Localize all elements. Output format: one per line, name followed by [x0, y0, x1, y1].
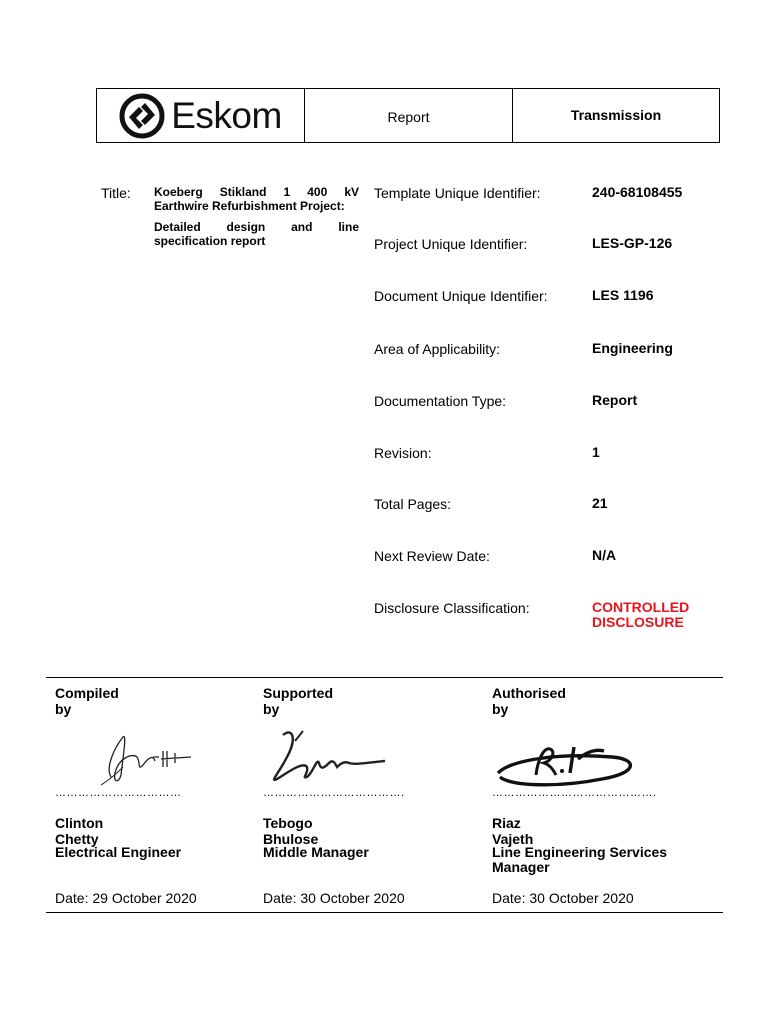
report-cell: Report	[305, 89, 513, 142]
meta-value: LES 1196	[592, 287, 654, 303]
document-header	[96, 88, 720, 143]
signatory-position: Line Engineering Services Manager	[492, 844, 668, 875]
meta-label: Revision:	[374, 445, 432, 461]
signature-table-top-border	[46, 677, 723, 678]
meta-label: Document Unique Identifier:	[374, 288, 548, 304]
signature-date: Date: 30 October 2020	[492, 890, 634, 906]
title-line-1: Koeberg Stikland 1 400 kV Earthwire Refurbishment Project:	[154, 185, 359, 213]
title-label: Title:	[101, 185, 131, 201]
signatory-position: Electrical Engineer	[55, 844, 182, 860]
document-title	[154, 185, 359, 255]
title-line-2: Detailed design and line specification report	[154, 220, 359, 248]
signature-line: ……………………………	[55, 787, 182, 799]
meta-label: Disclosure Classification:	[374, 600, 530, 616]
signatory-name: Riaz Vajeth	[492, 815, 534, 847]
handwritten-signature	[93, 727, 203, 789]
transmission-cell: Transmission	[570, 106, 662, 123]
meta-value: 240-68108455	[592, 184, 683, 200]
signature-line: ……………………………….	[263, 787, 405, 799]
signature-role: Authorised by	[492, 685, 566, 717]
meta-label: Project Unique Identifier:	[374, 236, 528, 252]
signature-role: Compiled by	[55, 685, 119, 717]
meta-value: N/A	[592, 547, 617, 563]
eskom-logo-icon	[119, 93, 165, 139]
disclosure-value: CONTROLLED DISCLOSURE	[592, 599, 690, 630]
signatory-name: Clinton Chetty	[55, 815, 104, 847]
meta-value: Report	[592, 392, 638, 408]
meta-value: LES-GP-126	[592, 235, 673, 251]
signatory-position: Middle Manager	[263, 844, 369, 860]
signature-role: Supported by	[263, 685, 333, 717]
logo-text: Eskom	[171, 94, 282, 136]
signature-date: Date: 29 October 2020	[55, 890, 197, 906]
meta-label: Documentation Type:	[374, 393, 507, 409]
meta-label: Template Unique Identifier:	[374, 185, 541, 201]
meta-value: 1	[592, 444, 600, 460]
signature-date: Date: 30 October 2020	[263, 890, 405, 906]
meta-label: Total Pages:	[374, 496, 452, 512]
signature-table-bottom-border	[46, 912, 723, 913]
logo-cell	[97, 89, 305, 142]
signature-line: …………………………………….	[492, 787, 657, 799]
signatory-name: Tebogo Bhulose	[263, 815, 319, 847]
eskom-logo	[119, 93, 282, 139]
meta-label: Next Review Date:	[374, 548, 490, 564]
meta-value: Engineering	[592, 340, 673, 356]
handwritten-signature	[263, 727, 393, 789]
meta-value: 21	[592, 495, 608, 511]
meta-label: Area of Applicability:	[374, 341, 501, 357]
